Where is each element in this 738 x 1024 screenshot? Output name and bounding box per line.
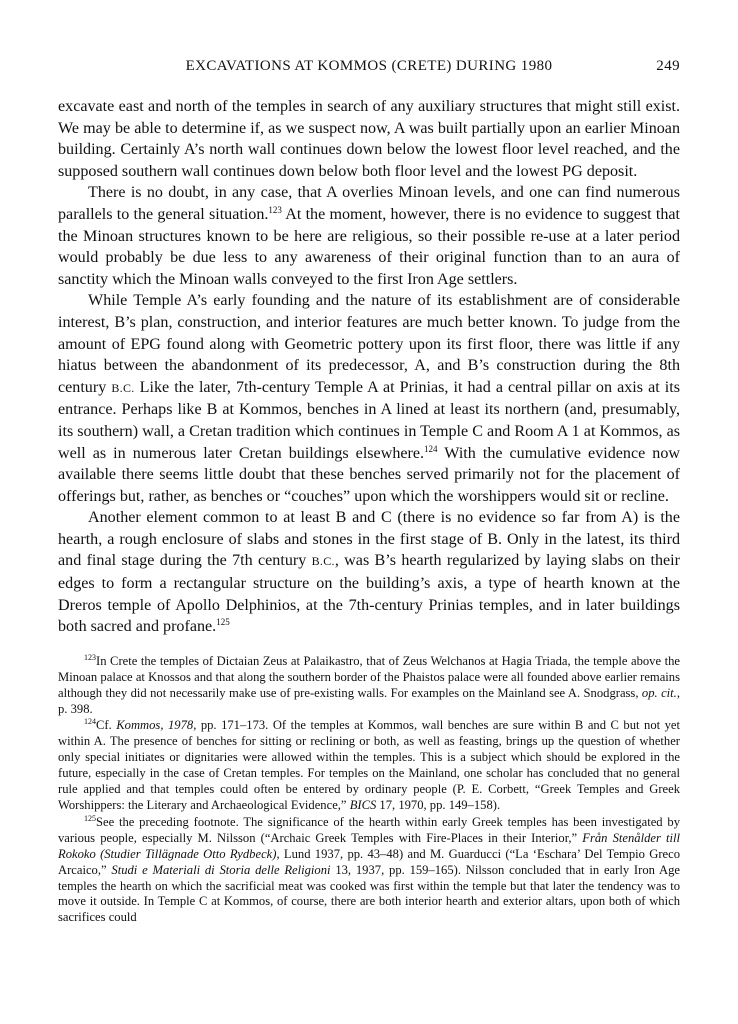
paragraph-2-text-b: At the moment, however, there is no evidence to suggest that the Minoan structures known to be here are religious, so their possible re-use at a later period would probably be due less to any awareness of their original function than to an aura of sanctity which the Minoan walls conveyed to the first Iron Age settlers. (58, 205, 680, 288)
running-header (58, 58, 680, 84)
footnote-italic: BICS (349, 798, 377, 812)
paragraph-1: excavate east and north of the temples in search of any auxiliary structures that might still exist. We may be able to determine if, as we suspect now, A was built partially upon an earlier Minoan building. Certainly A’s north wall continues down below the lowest floor level reached, and the supposed southern wall continues down below both floor level and the lowest PG deposit. (58, 98, 680, 180)
paragraph-3-text-c: With the cumulative evidence now available there seems little doubt that these benches served primarily not for the placement of offerings but, rather, as benches or “couches” upon which the worshippers would sit or recline. (58, 444, 680, 505)
footnote-number: 124 (84, 717, 96, 727)
footnote-text: In Crete the temples of Dictaian Zeus at Palaikastro, that of Zeus Welchanos at Hagia Triada, the temple above the Minoan palace at Knossos and that along the southern border of the Phaistos palace were all founded above earlier remains although they did not necessarily make use of pre-existing walls. For examples on the Mainland see A. Snodgrass, (58, 653, 680, 700)
footnote-ref-124[interactable]: 124 (424, 443, 438, 454)
footnote-123 (58, 654, 680, 718)
paragraph-3-text-a: While Temple A’s early founding and the nature of its establishment are of considerable interest, B’s plan, construction, and interior features are much better known. To judge from the amount of EPG found along with Geometric pottery upon its first floor, there was little if any hiatus between the abandonment of its predecessor, A, and B’s construction during the 8th century (58, 292, 680, 396)
paragraph-4-text-b: , was B’s hearth regularized by laying slabs on their edges to form a rectangular structure on the building’s axis, a type of hearth known at the Dreros temple of Apollo Delphinios, at the 7th-century Prinias temples, and in later buildings both sacred and profane. (58, 552, 680, 636)
running-title: EXCAVATIONS AT KOMMOS (CRETE) DURING 1980 (185, 58, 553, 74)
footnote-italic: Kommos, 1978 (116, 718, 194, 733)
footnote-text: 13, 1937, pp. 159–165). Nilsson concluded that in early Iron Age temples the hearth on which the sacrificial meat was cooked was first within the temple but that later the tendency was to move it outside. In Temple C at Kommos, of course, there are both interior hearth and exterior altars, upon both of which sacrifices could (58, 862, 681, 925)
footnote-text: , Lund 1937, pp. 43–48) and M. Guarducci (“La ‘Eschara’ Del Tempio Greco Arcaico,” (58, 846, 680, 877)
main-text (58, 96, 680, 638)
footnote-124 (58, 718, 680, 813)
footnote-text: , p. 398. (58, 685, 680, 716)
page-number: 249 (656, 58, 680, 74)
footnote-text: 17, 1970, pp. 149–158). (376, 798, 501, 812)
footnote-ref-125[interactable]: 125 (216, 617, 230, 628)
bc-abbrev: B.C. (311, 554, 335, 569)
footnote-text: Cf. (96, 718, 117, 733)
paragraph-3 (58, 290, 680, 507)
footnote-text: See the preceding footnote. The significance of the hearth within early Greek temples has been investigated by various people, especially M. Nilsson (“Archaic Greek Temples with Fire-Places in their Interior,” (58, 814, 680, 845)
footnote-number: 125 (84, 813, 96, 823)
paragraph-2-text-a: There is no doubt, in any case, that A overlies Minoan levels, and one can find numerous parallels to the general situation. (58, 184, 680, 223)
footnotes (58, 654, 680, 926)
footnote-italic: Från Stenålder till Rokoko (Studier Tillägnade Otto Rydbeck) (58, 830, 680, 861)
footnote-number: 123 (84, 652, 96, 662)
paragraph-3-text-b: Like the later, 7th-century Temple A at Prinias, it had a central pillar on axis at its entrance. Perhaps like B at Kommos, benches in A lined at least its northern (and, presumably, its southern) wall, a Cretan tradition which continues in Temple C and Room A 1 at Kommos, as well as in numerous later Cretan buildings elsewhere. (58, 378, 680, 462)
paragraph-4 (58, 507, 680, 638)
footnote-ref-123[interactable]: 123 (268, 204, 282, 215)
footnote-125 (58, 815, 680, 926)
bc-abbrev: B.C. (111, 380, 135, 395)
footnote-italic: Studi e Materiali di Storia delle Religioni (111, 862, 331, 877)
paragraph-4-text-a: Another element common to at least B and C (there is no evidence so far from A) is the hearth, a rough enclosure of slabs and stones in the first stage of B. Only in the latest, its third and final stage during the 7th century (58, 509, 680, 570)
footnote-text: , pp. 171–173. Of the temples at Kommos, wall benches are sure within B and C but not yet within A. The presence of benches for sitting or reclining or both, as well as feasting, brings up the question of whether only special initiates or dignitaries were allowed within the temples. This is a subject which should be explored in the future, especially in the case of Cretan temples. For temples on the Mainland, one scholar has concluded that no general rule applied and that temples could often be entered by ordinary people (P. E. Corbett, “Greek Temples and Greek Worshippers: the Literary and Archaeological Evidence,” (58, 718, 681, 812)
footnote-italic: op. cit. (641, 685, 677, 700)
paragraph-2 (58, 182, 680, 290)
